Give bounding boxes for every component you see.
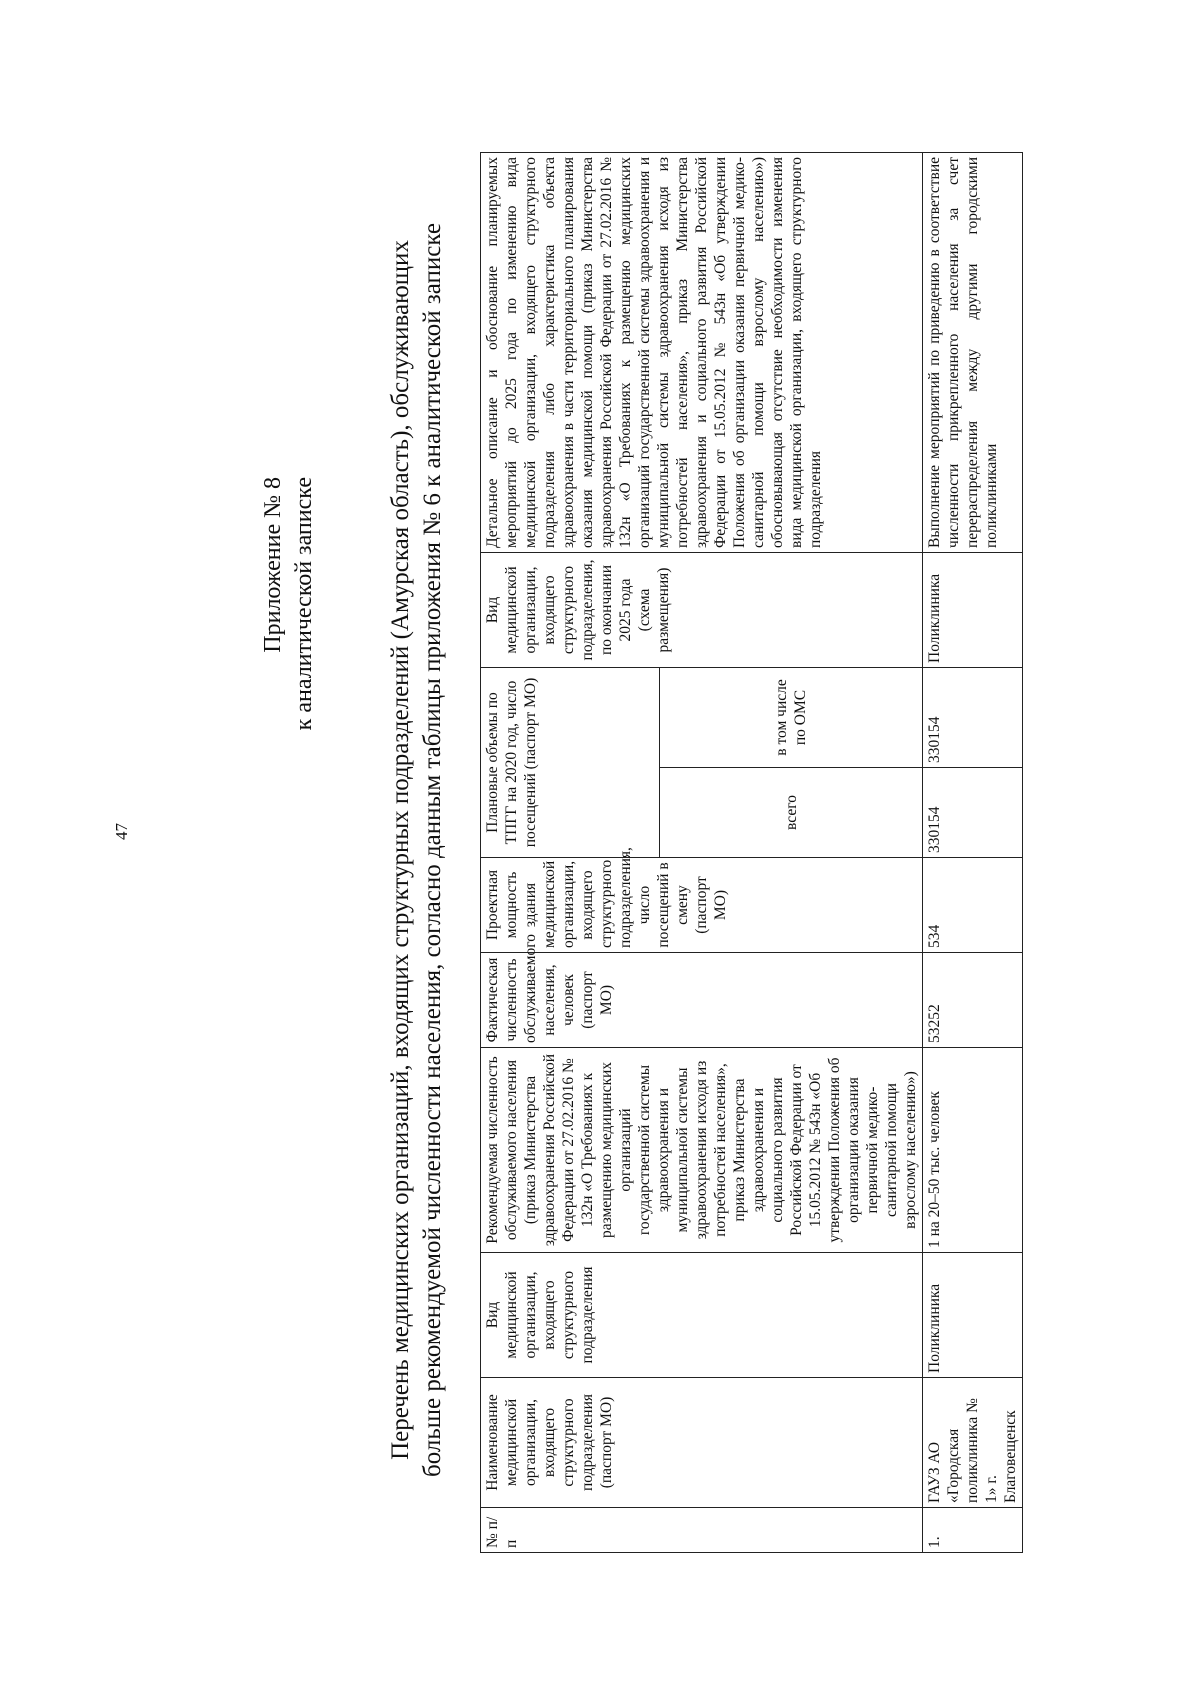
cell-num: 1. — [923, 1508, 1023, 1553]
header-type: Вид медицинской организации, входящего структурного подразделения — [481, 1253, 923, 1378]
appendix-subtitle: к аналитической записке — [291, 477, 317, 731]
header-actual: Фактическая численность обслуживаемого населения, человек (паспорт МО) — [481, 953, 923, 1048]
cell-description: Выполнение мероприятий по приведению в соответствие численности прикрепленного населения за счет перераспределения между другими городскими поликлиниками — [923, 153, 1023, 553]
header-planned-oms: в том числе по ОМС — [660, 668, 923, 768]
appendix-title: Приложение № 8 — [260, 477, 286, 653]
title-line-2: больше рекомендуемой численности населения, согласно данным таблицы приложения № 6 к аналитической записке — [419, 223, 446, 1477]
title-line-1: Перечень медицинских организаций, входящих структурных подразделений (Амурская область), обслуживающих — [387, 240, 414, 1460]
table-row — [923, 153, 1023, 1553]
cell-type-2025: Поликлиника — [923, 553, 1023, 668]
header-num: № п/п — [481, 1508, 923, 1553]
header-capacity: Проектная мощность здания медицинской организации, входящего структурного подразделения, число посещений в смену (паспорт МО) — [481, 858, 923, 953]
header-planned: Плановые объемы по ТПГГ на 2020 год, число посещений (паспорт МО) — [481, 668, 660, 858]
table-header-row — [481, 153, 660, 1553]
cell-capacity: 534 — [923, 858, 1023, 953]
cell-planned-total: 330154 — [923, 768, 1023, 858]
document-title — [385, 155, 449, 1545]
page-number: 47 — [112, 823, 131, 840]
cell-actual: 53252 — [923, 953, 1023, 1048]
header-description: Детальное описание и обоснование планируемых мероприятий до 2025 года по изменению вида медицинской организации, входящего структурного подразделения либо характеристика объекта здравоохранения в части территориального планирования оказания медицинской помощи (приказ Министерства здравоохранения Российской Федерации от 27.02.2016 № 132н «О Требованиях к размещению медицинских организаций государственной системы здравоохранения и муниципальной системы здравоохранения исходя из потребностей населения», приказ Министерства здравоохранения и социального развития Российской Федерации от 15.05.2012 № 543н «Об утверждении Положения об организации оказания первичной медико-санитарной помощи взрослому населению») обосновывающая отсутствие необходимости изменения вида медицинской организации, входящего структурного подразделения — [481, 153, 923, 553]
cell-name: ГАУЗ АО «Городская поликлиника № 1» г. Благовещенск — [923, 1378, 1023, 1508]
cell-recommended: 1 на 20–50 тыс. человек — [923, 1048, 1023, 1253]
header-name: Наименование медицинской организации, входящего структурного подразделения (паспорт МО) — [481, 1378, 923, 1508]
cell-planned-oms: 330154 — [923, 668, 1023, 768]
header-planned-total: всего — [660, 768, 923, 858]
header-type-2025: Вид медицинской организации, входящего структурного подразделения, по окончании 2025 года (схема размещения) — [481, 553, 923, 668]
cell-type: Поликлиника — [923, 1253, 1023, 1378]
header-recommended: Рекомендуемая численность обслуживаемого населения (приказ Министерства здравоохранения Российской Федерации от 27.02.2016 № 132н «О Требованиях к размещению медицинских организаций государственной системы здравоохранения и муниципальной системы здравоохранения исходя из потребностей населения», приказ Министерства здравоохранения и социального развития Российской Федерации от 15.05.2012 № 543н «Об утверждении Положения об организации оказания первичной медико-санитарной помощи взрослому населению») — [481, 1048, 923, 1253]
organizations-table — [480, 152, 1023, 1553]
appendix-caption — [258, 477, 320, 1705]
